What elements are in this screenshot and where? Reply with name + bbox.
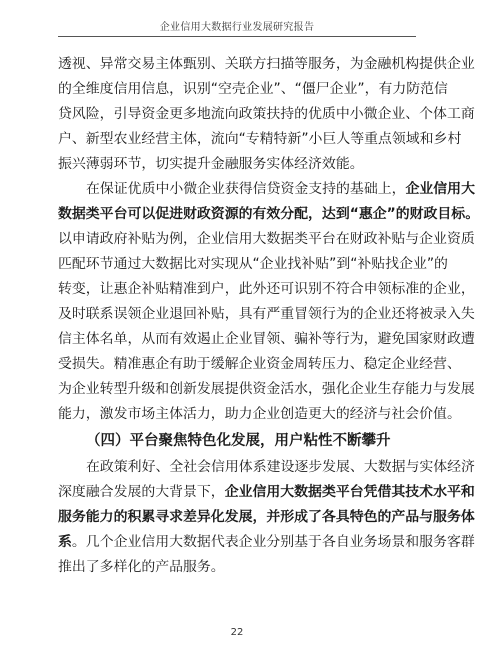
bold-text: 系 bbox=[58, 534, 72, 550]
bold-text: 企业信用大数据类平台凭借其技术水平和 bbox=[224, 484, 475, 500]
bold-text-line: 数据类平台可以促进财政资源的有效分配，达到“惠企”的财政目标。 bbox=[58, 206, 479, 222]
normal-text: 在保证优质中小微企业获得信贷资金支持的基础上， bbox=[86, 181, 406, 197]
text-line: 为企业转型升级和创新发展提供资金活水，强化企业生存能力与发展 bbox=[58, 381, 475, 397]
page-number: 22 bbox=[230, 627, 244, 638]
text-line: 受损失。精准惠企有助于缓解企业资金周转压力、稳定企业经营、 bbox=[58, 356, 461, 372]
text-line: 在政策利好、全社会信用体系建设逐步发展、大数据与实体经济 bbox=[86, 459, 475, 475]
paragraph-3 bbox=[58, 455, 475, 580]
running-header: 企业信用大数据行业发展研究报告 bbox=[159, 22, 315, 33]
text-line: 转变，让惠企补贴精准到户，此外还可识别不符合申领标准的企业， bbox=[58, 281, 475, 297]
text-line bbox=[58, 177, 475, 202]
bold-text-line: 服务能力的积累寻求差异化发展，并形成了各具特色的产品与服务体 bbox=[58, 509, 475, 525]
text-line: 振兴薄弱环节，切实提升金融服务实体经济效能。 bbox=[58, 156, 364, 172]
text-line bbox=[58, 530, 475, 555]
text-line: 户、新型农业经营主体，流向“专精特新”小巨人等重点领域和乡村 bbox=[58, 131, 462, 147]
text-line: 透视、异常交易主体甄别、关联方扫描等服务，为金融机构提供企业 bbox=[58, 56, 475, 72]
text-line: 贷风险，引导资金更多地流向政策扶持的优质中小微企业、个体工商 bbox=[58, 106, 475, 122]
paragraph-1 bbox=[58, 52, 475, 177]
paragraph-2 bbox=[58, 177, 479, 427]
text-line: 能力，激发市场主体活力，助力企业创造更大的经济与社会价值。 bbox=[58, 406, 461, 422]
bold-text: 企业信用大 bbox=[405, 181, 475, 197]
normal-text: 。几个企业信用大数据代表企业分别基于各自业务场景和服务客群 bbox=[71, 534, 475, 550]
text-line: 以申请政府补贴为例，企业信用大数据类平台在财政补贴与企业资质 bbox=[58, 231, 475, 247]
section-heading: （四）平台聚焦特色化发展，用户粘性不断攀升 bbox=[86, 433, 391, 449]
text-line: 信主体名单，从而有效遏止企业冒领、骗补等行为，避免国家财政遭 bbox=[58, 331, 475, 347]
text-line: 推出了多样化的产品服务。 bbox=[58, 559, 225, 575]
text-line bbox=[58, 480, 475, 505]
text-line: 匹配环节通过大数据比对实现从“企业找补贴”到“补贴找企业”的 bbox=[58, 256, 448, 272]
header-divider bbox=[58, 36, 416, 37]
text-line: 的全维度信用信息，识别“空壳企业”、“僵尸企业”，有力防范信 bbox=[58, 81, 448, 97]
normal-text: 深度融合发展的大背景下， bbox=[58, 484, 225, 500]
text-line: 及时联系误领企业退回补贴，具有严重冒领行为的企业还将被录入失 bbox=[58, 306, 475, 322]
page-body bbox=[58, 52, 479, 580]
